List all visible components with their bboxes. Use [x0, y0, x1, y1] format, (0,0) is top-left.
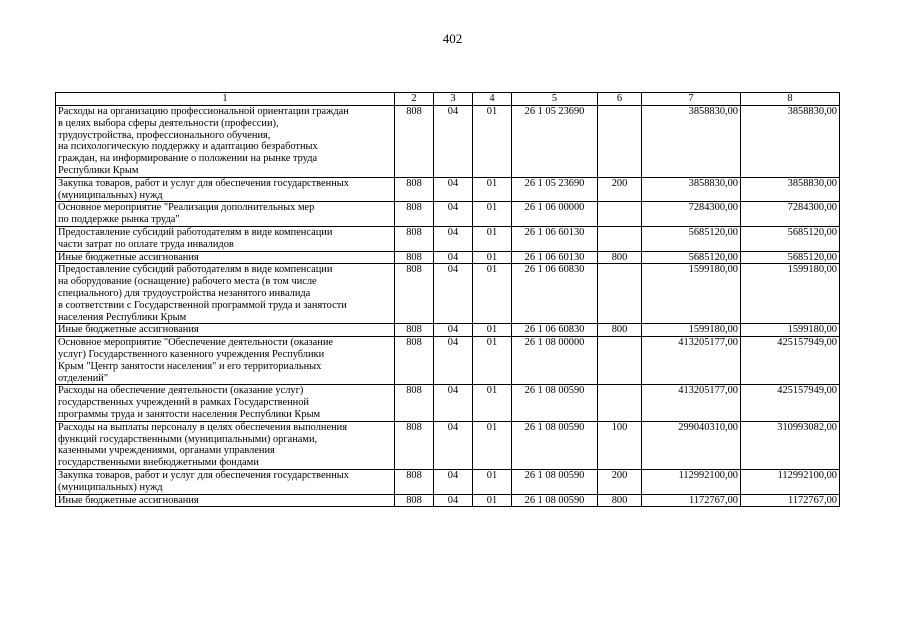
target-article-code: 26 1 06 60830 — [512, 324, 598, 337]
target-article-code: 26 1 05 23690 — [512, 106, 598, 178]
subsection-code: 01 — [473, 226, 512, 251]
row-name — [56, 226, 395, 251]
target-article-code: 26 1 05 23690 — [512, 177, 598, 202]
amount-year-2: 112992100,00 — [741, 469, 840, 494]
header-col-2: 2 — [395, 93, 434, 106]
row-name-line: казенными учреждениями, органами управления — [58, 445, 275, 457]
row-name-line: (муниципальных) нужд — [58, 481, 163, 493]
row-name-line: по поддержке рынка труда" — [58, 214, 180, 226]
header-col-6: 6 — [598, 93, 642, 106]
table-row — [56, 251, 840, 264]
table-row — [56, 177, 840, 202]
expense-type-code: 200 — [598, 469, 642, 494]
target-article-code: 26 1 08 00590 — [512, 494, 598, 507]
row-name-line: Расходы на организацию профессиональной ориентации граждан — [58, 106, 349, 117]
row-name — [56, 177, 395, 202]
target-article-code: 26 1 06 60130 — [512, 226, 598, 251]
expense-type-code — [598, 385, 642, 421]
table-body — [56, 106, 840, 507]
row-name — [56, 202, 395, 227]
target-article-code: 26 1 08 00000 — [512, 337, 598, 385]
row-name — [56, 421, 395, 469]
section-code: 04 — [434, 226, 473, 251]
row-name-line: государственных учреждений в рамках Государственной — [58, 397, 309, 409]
header-col-3: 3 — [434, 93, 473, 106]
row-name-line: Закупка товаров, работ и услуг для обеспечения государственных — [58, 469, 349, 481]
expense-type-code: 200 — [598, 177, 642, 202]
table-row — [56, 324, 840, 337]
subsection-code: 01 — [473, 106, 512, 178]
row-name-line: Основное мероприятие "Реализация дополнительных мер — [58, 202, 315, 214]
expense-type-code: 800 — [598, 494, 642, 507]
department-code: 808 — [395, 385, 434, 421]
row-name-line: функций государственными (муниципальными) органами, — [58, 433, 318, 445]
amount-year-2: 5685120,00 — [741, 251, 840, 264]
row-name-line: отделений" — [58, 372, 109, 384]
row-name-line: населения Республики Крым — [58, 311, 187, 323]
section-code: 04 — [434, 264, 473, 324]
row-name — [56, 106, 395, 178]
table-row — [56, 469, 840, 494]
subsection-code: 01 — [473, 385, 512, 421]
amount-year-1: 1599180,00 — [642, 264, 741, 324]
budget-table — [55, 92, 840, 507]
amount-year-1: 5685120,00 — [642, 251, 741, 264]
header-col-7: 7 — [642, 93, 741, 106]
table-row — [56, 494, 840, 507]
row-name-line: в соответствии с Государственной программой труда и занятости — [58, 299, 347, 311]
amount-year-1: 112992100,00 — [642, 469, 741, 494]
header-col-8: 8 — [741, 93, 840, 106]
header-col-5: 5 — [512, 93, 598, 106]
target-article-code: 26 1 08 00590 — [512, 421, 598, 469]
table-row — [56, 421, 840, 469]
section-code: 04 — [434, 421, 473, 469]
amount-year-1: 7284300,00 — [642, 202, 741, 227]
expense-type-code: 100 — [598, 421, 642, 469]
row-name-line: специального) для трудоустройства незанятого инвалида — [58, 287, 311, 299]
amount-year-2: 3858830,00 — [741, 106, 840, 178]
row-name-line: услуг) Государственного казенного учреждения Республики — [58, 348, 325, 360]
row-name-line: Иные бюджетные ассигнования — [58, 324, 199, 336]
row-name — [56, 469, 395, 494]
department-code: 808 — [395, 469, 434, 494]
row-name-line: Иные бюджетные ассигнования — [58, 251, 199, 263]
row-name-line: Крым "Центр занятости населения" и его территориальных — [58, 360, 322, 372]
department-code: 808 — [395, 421, 434, 469]
subsection-code: 01 — [473, 469, 512, 494]
target-article-code: 26 1 06 00000 — [512, 202, 598, 227]
amount-year-2: 1599180,00 — [741, 264, 840, 324]
row-name-line: государственными внебюджетными фондами — [58, 457, 259, 469]
row-name-line: на психологическую поддержку и адаптацию безработных — [58, 141, 318, 153]
department-code: 808 — [395, 226, 434, 251]
target-article-code: 26 1 08 00590 — [512, 469, 598, 494]
row-name-line: Закупка товаров, работ и услуг для обеспечения государственных — [58, 177, 349, 189]
row-name — [56, 264, 395, 324]
amount-year-2: 1172767,00 — [741, 494, 840, 507]
table-row — [56, 202, 840, 227]
department-code: 808 — [395, 264, 434, 324]
amount-year-2: 425157949,00 — [741, 385, 840, 421]
amount-year-2: 425157949,00 — [741, 337, 840, 385]
amount-year-1: 1599180,00 — [642, 324, 741, 337]
row-name-line: Расходы на обеспечение деятельности (оказание услуг) — [58, 385, 304, 397]
section-code: 04 — [434, 494, 473, 507]
amount-year-2: 5685120,00 — [741, 226, 840, 251]
subsection-code: 01 — [473, 337, 512, 385]
expense-type-code — [598, 264, 642, 324]
row-name-line: граждан, на информирование о положении на рынке труда — [58, 153, 318, 165]
row-name — [56, 251, 395, 264]
row-name-line: (муниципальных) нужд — [58, 189, 163, 201]
header-row — [56, 93, 840, 106]
table-row — [56, 226, 840, 251]
section-code: 04 — [434, 385, 473, 421]
page-number: 402 — [442, 31, 463, 46]
row-name-line: на оборудование (оснащение) рабочего места (в том числе — [58, 276, 317, 288]
amount-year-1: 3858830,00 — [642, 106, 741, 178]
amount-year-1: 299040310,00 — [642, 421, 741, 469]
subsection-code: 01 — [473, 177, 512, 202]
section-code: 04 — [434, 106, 473, 178]
amount-year-2: 7284300,00 — [741, 202, 840, 227]
table-row — [56, 385, 840, 421]
section-code: 04 — [434, 469, 473, 494]
section-code: 04 — [434, 202, 473, 227]
row-name — [56, 385, 395, 421]
department-code: 808 — [395, 202, 434, 227]
department-code: 808 — [395, 251, 434, 264]
department-code: 808 — [395, 324, 434, 337]
row-name-line: Основное мероприятие "Обеспечение деятельности (оказание — [58, 337, 334, 349]
section-code: 04 — [434, 251, 473, 264]
subsection-code: 01 — [473, 421, 512, 469]
expense-type-code: 800 — [598, 251, 642, 264]
amount-year-1: 3858830,00 — [642, 177, 741, 202]
expense-type-code — [598, 202, 642, 227]
amount-year-1: 5685120,00 — [642, 226, 741, 251]
table-row — [56, 264, 840, 324]
row-name-line: части затрат по оплате труда инвалидов — [58, 238, 234, 250]
header-col-1: 1 — [56, 93, 395, 106]
expense-type-code — [598, 337, 642, 385]
header-col-4: 4 — [473, 93, 512, 106]
amount-year-1: 1172767,00 — [642, 494, 741, 507]
subsection-code: 01 — [473, 264, 512, 324]
subsection-code: 01 — [473, 324, 512, 337]
target-article-code: 26 1 06 60830 — [512, 264, 598, 324]
expense-type-code: 800 — [598, 324, 642, 337]
section-code: 04 — [434, 324, 473, 337]
amount-year-1: 413205177,00 — [642, 385, 741, 421]
row-name — [56, 494, 395, 507]
department-code: 808 — [395, 177, 434, 202]
row-name-line: Предоставление субсидий работодателям в виде компенсации — [58, 264, 333, 276]
row-name-line: Расходы на выплаты персоналу в целях обеспечения выполнения — [58, 421, 347, 433]
subsection-code: 01 — [473, 251, 512, 264]
row-name-line: Республики Крым — [58, 164, 139, 176]
row-name-line: трудоустройства, профессионального обучения, — [58, 129, 271, 141]
expense-type-code — [598, 226, 642, 251]
subsection-code: 01 — [473, 494, 512, 507]
section-code: 04 — [434, 337, 473, 385]
row-name-line: программы труда и занятости населения Республики Крым — [58, 408, 321, 420]
target-article-code: 26 1 08 00590 — [512, 385, 598, 421]
table-row — [56, 337, 840, 385]
amount-year-2: 3858830,00 — [741, 177, 840, 202]
amount-year-2: 1599180,00 — [741, 324, 840, 337]
row-name-line: Предоставление субсидий работодателям в виде компенсации — [58, 226, 333, 238]
department-code: 808 — [395, 494, 434, 507]
row-name-line: Иные бюджетные ассигнования — [58, 494, 199, 506]
amount-year-2: 310993082,00 — [741, 421, 840, 469]
row-name — [56, 324, 395, 337]
department-code: 808 — [395, 106, 434, 178]
subsection-code: 01 — [473, 202, 512, 227]
section-code: 04 — [434, 177, 473, 202]
amount-year-1: 413205177,00 — [642, 337, 741, 385]
expense-type-code — [598, 106, 642, 178]
department-code: 808 — [395, 337, 434, 385]
row-name — [56, 337, 395, 385]
row-name-line: в целях выбора сферы деятельности (профессии), — [58, 117, 279, 129]
target-article-code: 26 1 06 60130 — [512, 251, 598, 264]
table-row — [56, 106, 840, 178]
